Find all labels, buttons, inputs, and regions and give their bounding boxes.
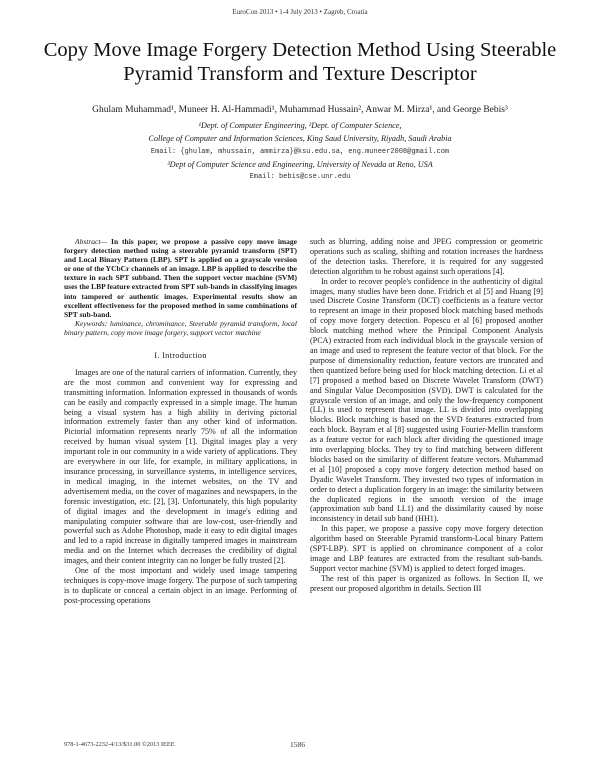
paragraph: One of the most important and widely used image tampering techniques is copy-move image forgery. The purpose of such tampering is to duplicate or conceal a certain object in an image. Performing of post-processing operations xyxy=(64,566,297,605)
page-number: 1586 xyxy=(290,740,305,749)
right-column xyxy=(310,237,543,594)
affiliation-nevada: ³Dept of Computer Science and Engineering, University of Nevada at Reno, USA xyxy=(167,160,433,169)
left-column xyxy=(64,237,297,606)
paragraph: In this paper, we propose a passive copy move forgery detection algorithm based on Steerable Pyramid transform-Local binary Pattern (SPT-LBP). SPT is applied on chrominance component of a color image and LBP features are extracted from the resultant sub-bands. Support vector machine (SVM) is applied to detect forged images. xyxy=(310,524,543,573)
author-email-bebis: Email: bebis@cse.unr.edu xyxy=(249,173,351,181)
section-heading-introduction: I. Introduction xyxy=(154,351,207,361)
paragraph: In order to recover people's confidence in the authenticity of digital images, many studies have been done. Fridrich et al [5] and Huang [9] used Discrete Cosine Transform (DCT) coefficients as a feature vector to represent an image in their proposed block matching based methods of copy move forgery detection. Popescu et al [6] proposed another block matching method where the Principal Component Analysis (PCA) extracted from each individual block in the grayscale version of an image and used to represent the feature vector of that block. For the purpose of dimensionality reduction, feature vectors are truncated and then quantized before being used for block matching detection. Li et al [7] proposed a method based on Discrete Wavelet Transform (DWT) and Singular Value Decomposition (SVD). DWT is calculated for the grayscale version of an image, and only the low-frequency component (LL) is used to represent that image. LL is divided into overlapping blocks. Block matching is based on the SVD features extracted from each block. Bayram et al [8] suggested using Fourier-Mellin transform as a feature vector for each block after dividing the questioned image into overlapping blocks. They try to find matching between different blocks based on the similarity of different feature vectors. Muhammad et al [10] proposed a copy move forgery detection method based on Dyadic Wavelet Transform. They invested two types of information in order to detect a duplication forgery in an image: the similarity between the duplicated regions in the smooth version of the image (approximation sub band LL1) and the dissimilarity caused by noise inconsistency in detail sub band (HH1). xyxy=(310,276,543,524)
keywords: Keywords: luminance, chrominance, Steerable pyramid transform, local binary pattern, copy move image forgery, support vector machine xyxy=(64,318,297,337)
author-list: Ghulam Muhammad¹, Muneer H. Al-Hammadi¹, Muhammad Hussain², Anwar M. Mirza¹, and George Bebis³ xyxy=(92,105,508,115)
affiliation-departments: ¹Dept. of Computer Engineering, ²Dept. of Computer Science, xyxy=(198,121,402,130)
abstract xyxy=(64,237,297,319)
conference-header: EuroCon 2013 • 1-4 July 2013 • Zagreb, Croatia xyxy=(232,8,368,16)
paper-title: Copy Move Image Forgery Detection Method Using Steerable Pyramid Transform and Texture Descriptor xyxy=(43,39,557,85)
paragraph: such as blurring, adding noise and JPEG compression or geometric operations such as scaling, shifting and rotation increases the hardness of the detection tasks. Therefore, it is required for any suggested detection algorithm to be robust against such operations [4]. xyxy=(310,237,543,276)
affiliation-university: College of Computer and Information Sciences, King Saud University, Riyadh, Saudi Arabia xyxy=(148,134,452,143)
paragraph: The rest of this paper is organized as follows. In Section II, we present our proposed algorithm in details. Section III xyxy=(310,573,543,593)
paragraph: Images are one of the natural carriers of information. Currently, they are the most common and convenient way for expressing and transmitting information. Information expressed in thousands of words can be easily and compactly expressed in a simple image. The human being a visual system has a high ability in deriving pictorial information extremely faster than any other kind of information. Pictorial information represents nearly 75% of all the information received by human visual system [1]. Digital images play a very important role in our community in a wide variety of applications. They are everywhere in our life, for example, in military applications, in insurance processing, in surveillance systems, in intelligence services, in medical imaging, in the internet websites, on the TV and advertisement media, on the cover of magazines and newspapers, in the forensic investigation, etc. [2], [3]. Unfortunately, this high popularity of digital images and the development in image's editing and manipulating computer software that are low-cost, user-friendly and powerful such as Adobe Photoshop, made it easy to edit digital images and led to a rapid increase in digitally tampered images in mainstream media and on the Internet which decreases the credibility of digital images, and their content integrity can no longer be fully trusted [2]. xyxy=(64,367,297,566)
abstract-text: In this paper, we propose a passive copy move image forgery detection method using a steerable pyramid transform (SPT) and Local Binary Pattern (LBP). SPT is applied on a grayscale version or one of the YCbCr channels of an image. LBP is applied to describe the texture in each SPT subband. Then the support vector machine (SVM) uses the LBP feature extracted from SPT sub-bands in classifying images into tampered or authentic images. Experimental results show an excellent effectiveness for the proposed method in some combinations of SPT sub-band. xyxy=(64,237,298,319)
abstract-label: Abstract— xyxy=(75,237,108,246)
copyright-notice: 978-1-4673-2232-4/13/$31.00 ©2013 IEEE xyxy=(64,741,175,748)
author-emails: Email: {ghulam, mhussain, ammirza}@ksu.edu.sa, eng.muneer2008@gmail.com xyxy=(150,148,450,156)
